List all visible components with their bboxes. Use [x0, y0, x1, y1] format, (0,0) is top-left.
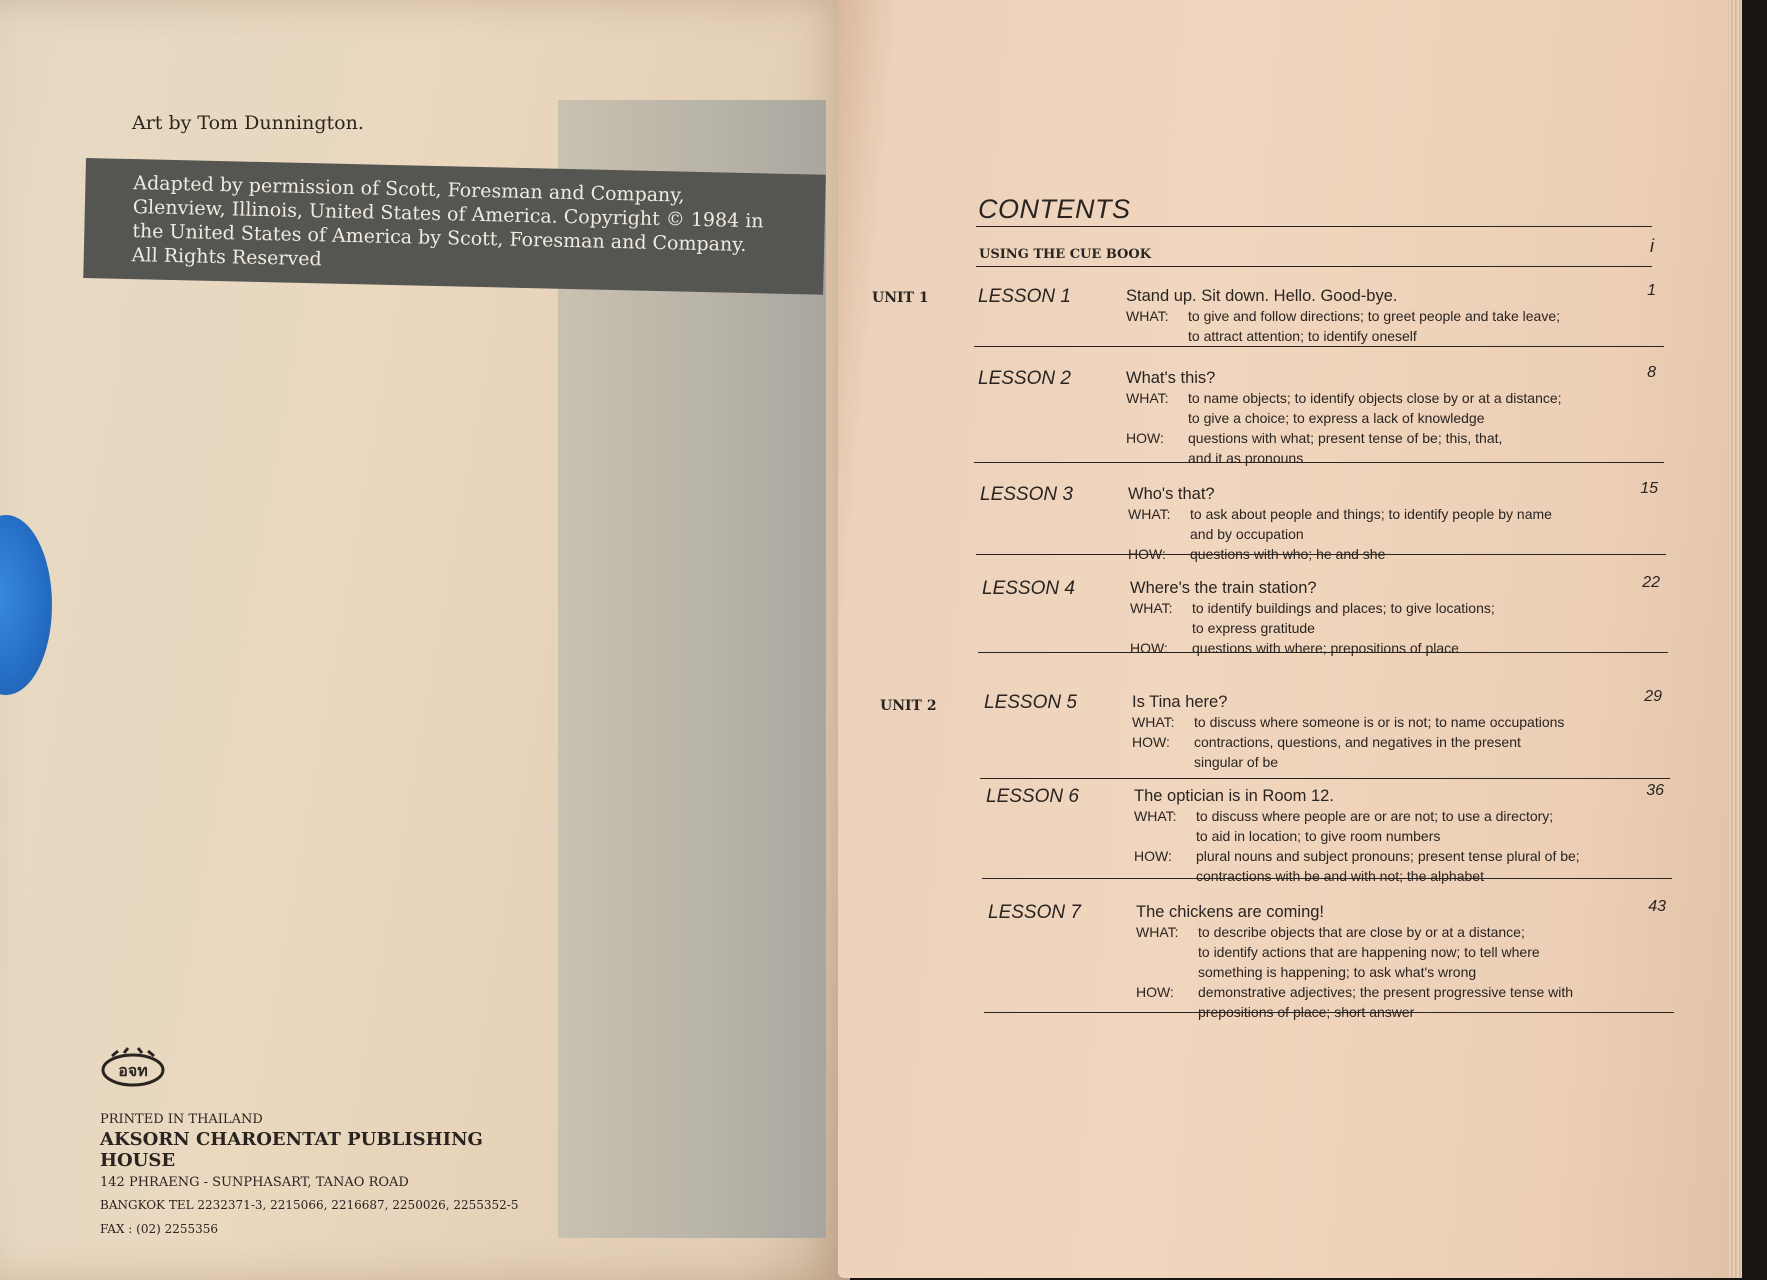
row-text: [1188, 388, 1656, 428]
lesson-title: Where's the train station?: [1130, 579, 1317, 597]
lesson-name: LESSON 1: [978, 286, 1071, 307]
row-text: [1198, 982, 1666, 1022]
row-line: contractions, questions, and negatives in the present: [1194, 734, 1521, 750]
row-line: to describe objects that are close by or at a distance;: [1198, 924, 1525, 940]
row-line: and it as pronouns: [1188, 450, 1304, 466]
lesson-rule: [976, 554, 1666, 555]
unit-1-label: UNIT 1: [872, 290, 929, 306]
permission-text: Adapted by permission of Scott, Foresman and Company, Glenview, Illinois, United States of America. Copyright © 1984 in the United States of America by Scott, Foresman and Company. All Rights Reserved: [131, 172, 764, 271]
imprint: [100, 1112, 560, 1236]
row-line: and by occupation: [1190, 526, 1304, 542]
row-line: to give a choice; to express a lack of knowledge: [1188, 410, 1485, 426]
lesson-body: [1134, 782, 1664, 886]
how-row: [1130, 638, 1660, 658]
row-tag: WHAT:: [1126, 390, 1169, 406]
what-row: [1126, 388, 1656, 428]
row-line: to ask about people and things; to identify people by name: [1190, 506, 1552, 522]
imprint-address: 142 PHRAENG - SUNPHASART, TANAO ROAD: [100, 1175, 409, 1190]
row-tag: WHAT:: [1130, 600, 1173, 616]
lesson-name: LESSON 7: [988, 902, 1081, 923]
lesson-rule: [980, 778, 1670, 779]
row-line: questions with what; present tense of be; this, that,: [1188, 430, 1503, 446]
row-tag: WHAT:: [1134, 808, 1177, 824]
row-text: [1190, 504, 1658, 544]
lesson-name: LESSON 5: [984, 692, 1077, 713]
row-text: [1188, 306, 1656, 346]
lesson-body: [1130, 574, 1660, 658]
lesson-rule: [982, 878, 1672, 879]
row-text: [1194, 732, 1662, 772]
row-line: plural nouns and subject pronouns; present tense plural of be;: [1196, 848, 1580, 864]
lesson-rule: [974, 462, 1664, 463]
what-row: [1130, 598, 1660, 638]
row-tag: WHAT:: [1126, 308, 1169, 324]
imprint-house: AKSORN CHAROENTAT PUBLISHING HOUSE: [100, 1129, 483, 1171]
lesson-name: LESSON 3: [980, 484, 1073, 505]
imprint-printed: PRINTED IN THAILAND: [100, 1112, 263, 1127]
row-line: to discuss where people are or are not; to use a directory;: [1196, 808, 1554, 824]
row-line: to discuss where someone is or is not; to name occupations: [1194, 714, 1565, 730]
row-line: to attract attention; to identify oneself: [1188, 328, 1417, 344]
lesson-title: The optician is in Room 12.: [1134, 787, 1334, 805]
logo-text: อจท: [118, 1061, 148, 1080]
cue-book-label: USING THE CUE BOOK: [979, 247, 1152, 262]
row-line: prepositions of place; short answer: [1198, 1004, 1415, 1020]
row-text: [1196, 806, 1664, 846]
row-line: to aid in location; to give room numbers: [1196, 828, 1441, 844]
lesson-rule: [978, 652, 1668, 653]
what-row: [1134, 806, 1664, 846]
row-line: demonstrative adjectives; the present progressive tense with: [1198, 984, 1574, 1000]
row-line: something is happening; to ask what's wrong: [1198, 964, 1477, 980]
row-text: [1198, 922, 1666, 982]
what-row: [1136, 922, 1666, 982]
row-line: questions with where; prepositions of place: [1192, 640, 1459, 656]
row-tag: WHAT:: [1136, 924, 1179, 940]
row-tag: WHAT:: [1132, 714, 1175, 730]
lesson-page-number: 22: [1642, 574, 1660, 591]
row-text: [1192, 598, 1660, 638]
imprint-tel: BANGKOK TEL 2232371-3, 2215066, 2216687, 2250026, 2255352-5: [100, 1198, 519, 1212]
lesson-title: The chickens are coming!: [1136, 903, 1325, 921]
row-tag: HOW:: [1130, 640, 1168, 656]
lesson-body: [1128, 480, 1658, 564]
lesson-page-number: 8: [1647, 364, 1656, 381]
what-row: [1128, 504, 1658, 544]
permission-band: [83, 158, 826, 295]
title-rule: [976, 226, 1652, 227]
row-text: [1194, 712, 1662, 732]
row-text: [1196, 846, 1664, 886]
page-edge: [1728, 0, 1742, 1278]
cue-book-page: i: [1650, 236, 1654, 256]
lesson-body: [1132, 688, 1662, 772]
lesson-body: [1136, 898, 1666, 1022]
row-line: to give and follow directions; to greet people and take leave;: [1188, 308, 1561, 324]
lesson-title: What's this?: [1126, 369, 1216, 387]
row-line: to identify actions that are happening now; to tell where: [1198, 944, 1540, 960]
lesson-title: Who's that?: [1128, 485, 1215, 503]
row-tag: HOW:: [1134, 848, 1172, 864]
what-row: [1132, 712, 1662, 732]
lesson-page-number: 36: [1646, 782, 1664, 799]
lesson-body: [1126, 364, 1656, 468]
row-line: to name objects; to identify objects close by or at a distance;: [1188, 390, 1562, 406]
publisher-logo: [100, 1047, 166, 1089]
lesson-name: LESSON 6: [986, 786, 1079, 807]
imprint-fax: FAX : (02) 2255356: [100, 1222, 219, 1236]
lesson-rule: [984, 1012, 1674, 1013]
cue-rule: [976, 266, 1652, 267]
row-tag: HOW:: [1136, 984, 1174, 1000]
art-credit: Art by Tom Dunnington.: [132, 112, 364, 134]
lesson-page-number: 29: [1644, 688, 1662, 705]
lesson-title: Is Tina here?: [1132, 693, 1228, 711]
row-tag: WHAT:: [1128, 506, 1171, 522]
lesson-name: LESSON 2: [978, 368, 1071, 389]
row-line: to express gratitude: [1192, 620, 1315, 636]
row-line: contractions with be and with not; the alphabet: [1196, 868, 1484, 884]
lesson-page-number: 43: [1648, 898, 1666, 915]
lesson-page-number: 1: [1647, 282, 1656, 299]
row-tag: HOW:: [1132, 734, 1170, 750]
lesson-name: LESSON 4: [982, 578, 1075, 599]
what-row: [1126, 306, 1656, 346]
lesson-title: Stand up. Sit down. Hello. Good-bye.: [1126, 287, 1398, 305]
contents-title: CONTENTS: [978, 194, 1131, 224]
lesson-rule: [974, 346, 1664, 347]
row-line: to identify buildings and places; to give locations;: [1192, 600, 1495, 616]
row-text: [1192, 638, 1660, 658]
lesson-page-number: 15: [1640, 480, 1658, 497]
how-row: [1134, 846, 1664, 886]
row-line: singular of be: [1194, 754, 1279, 770]
row-line: questions with who; he and she: [1190, 546, 1386, 562]
row-tag: HOW:: [1126, 430, 1164, 446]
row-tag: HOW:: [1128, 546, 1166, 562]
how-row: [1132, 732, 1662, 772]
unit-2-label: UNIT 2: [880, 698, 937, 714]
lesson-body: [1126, 282, 1656, 346]
how-row: [1136, 982, 1666, 1022]
